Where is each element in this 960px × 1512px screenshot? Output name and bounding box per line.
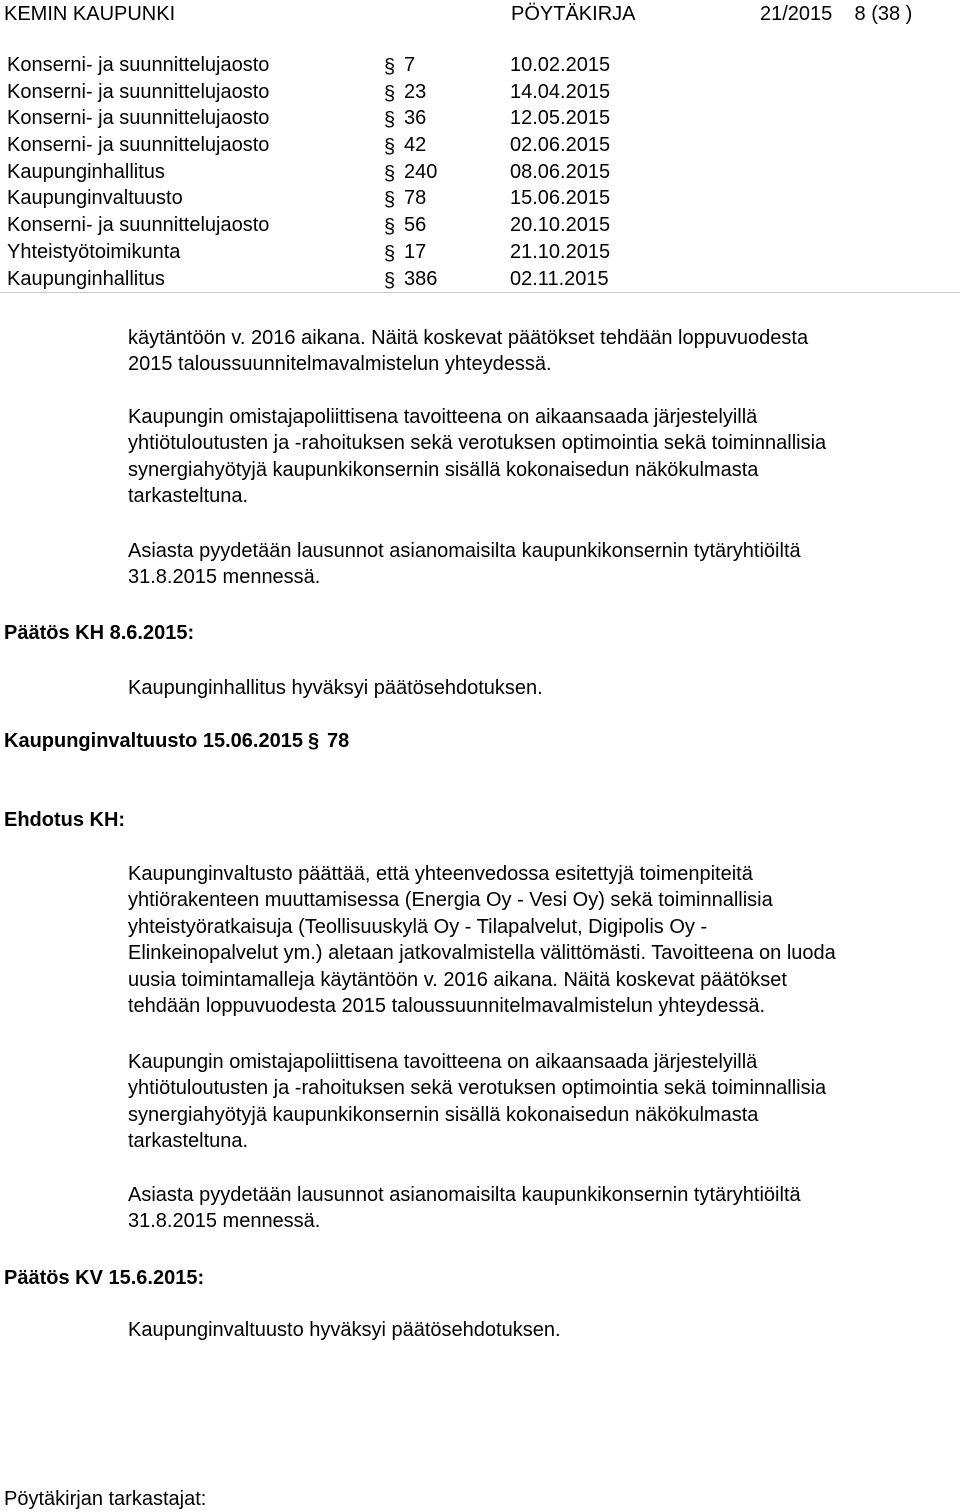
page-header (0, 0, 960, 30)
kv-decision-text: Kaupunginvaltuusto hyväksyi päätösehdotuksen. (128, 1319, 561, 1341)
treatment-date: 14.04.2015 (510, 80, 611, 103)
treatment-body: Konserni- ja suunnittelujaosto (7, 134, 270, 157)
treatment-section-number: 56 (404, 214, 427, 237)
treatment-body: Konserni- ja suunnittelujaosto (7, 54, 270, 76)
section-sign-icon (382, 185, 400, 211)
treatment-section-number: 23 (404, 80, 427, 103)
treatment-date: 20.10.2015 (510, 214, 611, 237)
svg-text:§: § (384, 269, 396, 292)
svg-text:§: § (384, 162, 396, 185)
treatment-history (0, 52, 960, 292)
treatment-date: 02.06.2015 (510, 134, 611, 157)
treatment-section-number: 42 (404, 134, 427, 157)
kv-heading: Kaupunginvaltuusto 15.06.2015 § 78 (4, 730, 350, 752)
kv-paragraph-1: Kaupunginvaltusto päättää, että yhteenvedossa esitettyjä toimenpiteitä yhtiörakenteen muuttamisessa (Energia Oy - Vesi Oy) sekä toiminnallisia yhteistyöratkaisuja (Teollisuuskylä Oy - Tilapalvelut, Digipolis Oy - Elinkeinopalvelut ym.) aletaan jatkovalmistella välittömästi. Tavoitteena on luoda uusia toimintamalleja käytäntöön v. 2016 aikana. Näitä koskevat päätökset tehdään loppuvuodesta 2015 taloussuunnitelmavalmistelun yhteydessä. (128, 863, 836, 1018)
treatment-body: Kaupunginvaltuusto (7, 187, 183, 210)
svg-text:§: § (384, 82, 396, 105)
svg-text:§: § (384, 216, 396, 239)
kv-decision-label: Päätös KV 15.6.2015: (4, 1267, 205, 1289)
treatment-date: 10.02.2015 (510, 54, 611, 76)
page-reference: 21/2015 8 (38 ) (760, 3, 913, 25)
section-sign-icon (307, 728, 323, 752)
organization-name: KEMIN KAUPUNKI (4, 3, 176, 25)
kh-decision-label: Päätös KH 8.6.2015: (4, 622, 195, 644)
treatment-row (0, 185, 960, 212)
treatment-body: Konserni- ja suunnittelujaosto (7, 80, 270, 103)
treatment-row (0, 79, 960, 106)
treatment-body: Konserni- ja suunnittelujaosto (7, 107, 270, 130)
svg-text:§: § (384, 189, 396, 212)
treatment-row (0, 52, 960, 79)
treatment-row (0, 239, 960, 266)
kv-paragraph-3: Asiasta pyydetään lausunnot asianomaisilta kaupunkikonsernin tytäryhtiöiltä 31.8.2015 mennessä. (128, 1184, 801, 1233)
treatment-section-number: 240 (404, 160, 438, 183)
kh-paragraph-1: käytäntöön v. 2016 aikana. Näitä koskevat päätökset tehdään loppuvuodesta 2015 taloussuunnitelmavalmistelun yhteydessä. (128, 327, 809, 376)
treatment-row (0, 159, 960, 186)
svg-text:§: § (384, 242, 396, 265)
treatment-row (0, 212, 960, 239)
treatment-section-number: 78 (404, 187, 427, 210)
svg-text:§: § (384, 56, 396, 78)
minutes-checkers-label: Pöytäkirjan tarkastajat: (4, 1488, 207, 1510)
treatment-section-number: 7 (404, 54, 416, 76)
section-sign-icon (382, 52, 400, 78)
treatment-date: 15.06.2015 (510, 187, 611, 210)
treatment-body: Kaupunginhallitus (7, 267, 165, 290)
treatment-section-number: 386 (404, 267, 438, 290)
kv-paragraph-2: Kaupungin omistajapoliittisena tavoitteena on aikaansaada järjestelyillä yhtiötuloutusten ja -rahoituksen sekä verotuksen optimointia sekä toiminnallisia synergiahyötyjä kaupunkikonsernin sisällä kokonaisedun näkökulmasta tarkasteltuna. (128, 1051, 827, 1153)
treatment-date: 21.10.2015 (510, 240, 611, 263)
treatment-date: 12.05.2015 (510, 107, 611, 130)
kv-proposal-label: Ehdotus KH: (4, 809, 126, 831)
treatment-date: 08.06.2015 (510, 160, 611, 183)
treatment-section-number: 17 (404, 240, 427, 263)
divider (0, 292, 960, 293)
svg-text:§: § (384, 109, 396, 132)
kh-decision-text: Kaupunginhallitus hyväksyi päätösehdotuksen. (128, 677, 543, 699)
section-sign-icon (382, 132, 400, 158)
svg-text:§: § (384, 136, 396, 159)
kh-paragraph-2: Kaupungin omistajapoliittisena tavoitteena on aikaansaada järjestelyillä yhtiötuloutusten ja -rahoituksen sekä verotuksen optimointia sekä toiminnallisia synergiahyötyjä kaupunkikonsernin sisällä kokonaisedun näkökulmasta tarkasteltuna. (128, 406, 827, 508)
section-sign-icon (382, 239, 400, 265)
section-sign-icon (382, 159, 400, 185)
treatment-body: Yhteistyötoimikunta (7, 240, 181, 263)
treatment-row (0, 105, 960, 132)
treatment-body: Kaupunginhallitus (7, 160, 165, 183)
treatment-row (0, 266, 960, 293)
treatment-body: Konserni- ja suunnittelujaosto (7, 214, 270, 237)
kh-paragraph-3: Asiasta pyydetään lausunnot asianomaisilta kaupunkikonsernin tytäryhtiöiltä 31.8.2015 mennessä. (128, 540, 801, 589)
section-sign-icon (382, 105, 400, 131)
treatment-section-number: 36 (404, 107, 427, 130)
section-sign-icon (382, 212, 400, 238)
section-sign-icon (382, 79, 400, 105)
section-sign-icon (382, 266, 400, 292)
treatment-row (0, 132, 960, 159)
svg-text:§: § (307, 730, 320, 752)
treatment-date: 02.11.2015 (510, 267, 609, 290)
document-type: PÖYTÄKIRJA (511, 3, 636, 25)
